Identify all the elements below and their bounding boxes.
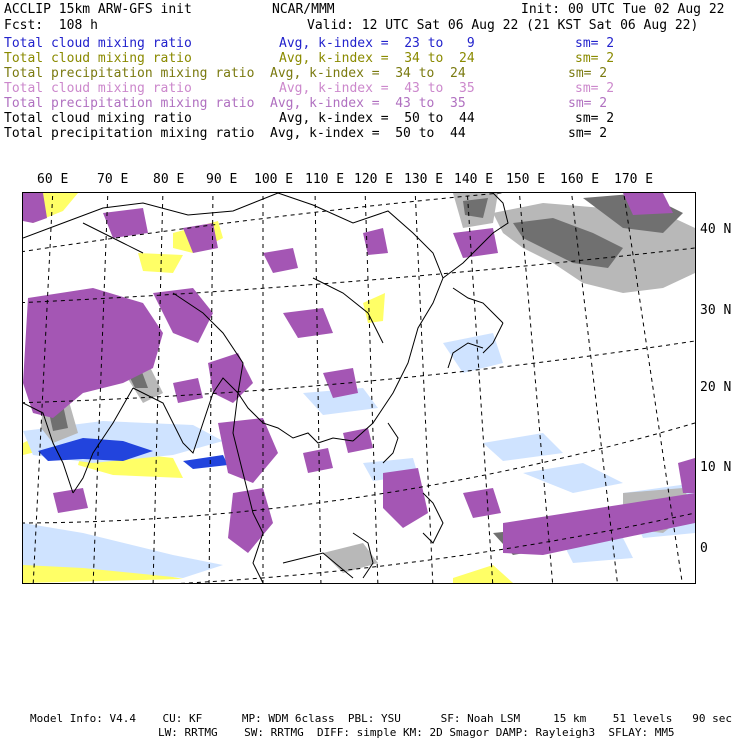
longitude-label: 170 E <box>614 172 654 187</box>
legend-entry-sm: sm= 2 <box>575 51 615 66</box>
legend-entry-stat: Avg, k-index = 34 to 24 <box>279 51 475 66</box>
longitude-label: 70 E <box>97 172 129 187</box>
longitude-label: 100 E <box>254 172 294 187</box>
longitude-label: 150 E <box>506 172 546 187</box>
legend-entry-name: Total cloud mixing ratio <box>4 51 192 66</box>
latitude-label: 40 N <box>700 222 732 237</box>
valid-time: Valid: 12 UTC Sat 06 Aug 22 (21 KST Sat 06 Aug 22) <box>307 18 699 33</box>
map-canvas <box>23 193 695 583</box>
init-time: Init: 00 UTC Tue 02 Aug 22 <box>521 2 725 17</box>
model-info-line1: Model Info: V4.4 CU: KF MP: WDM 6class PBL: YSU SF: Noah LSM 15 km 51 levels 90 sec <box>30 712 732 725</box>
organization: NCAR/MMM <box>272 2 335 17</box>
map-title: ACCLIP 15km ARW-GFS init <box>4 2 192 17</box>
legend-entry-sm: sm= 2 <box>568 66 608 81</box>
model-info-line2: LW: RRTMG SW: RRTMG DIFF: simple KM: 2D Smagor DAMP: Rayleigh3 SFLAY: MM5 <box>158 726 675 739</box>
longitude-label: 60 E <box>37 172 69 187</box>
legend-entry-sm: sm= 2 <box>568 96 608 111</box>
legend-entry-sm: sm= 2 <box>575 111 615 126</box>
legend-entry-sm: sm= 2 <box>575 81 615 96</box>
legend-entry-name: Total cloud mixing ratio <box>4 81 192 96</box>
latitude-label: 30 N <box>700 303 732 318</box>
legend-entry-stat: Avg, k-index = 50 to 44 <box>270 126 466 141</box>
latitude-label: 0 <box>700 541 708 556</box>
forecast-hour: Fcst: 108 h <box>4 18 98 33</box>
legend-entry-stat: Avg, k-index = 50 to 44 <box>279 111 475 126</box>
legend-entry-name: Total precipitation mixing ratio <box>4 96 255 111</box>
latitude-label: 10 N <box>700 460 732 475</box>
map-panel <box>22 192 696 584</box>
longitude-label: 160 E <box>560 172 600 187</box>
legend-entry-sm: sm= 2 <box>575 36 615 51</box>
longitude-label: 110 E <box>305 172 345 187</box>
longitude-label: 130 E <box>404 172 444 187</box>
legend-entry-name: Total cloud mixing ratio <box>4 111 192 126</box>
legend-entry-stat: Avg, k-index = 43 to 35 <box>279 81 475 96</box>
legend-entry-name: Total cloud mixing ratio <box>4 36 192 51</box>
legend-entry-name: Total precipitation mixing ratio <box>4 126 255 141</box>
legend-entry-stat: Avg, k-index = 43 to 35 <box>270 96 466 111</box>
legend-entry-name: Total precipitation mixing ratio <box>4 66 255 81</box>
longitude-label: 140 E <box>454 172 494 187</box>
latitude-label: 20 N <box>700 380 732 395</box>
longitude-label: 80 E <box>153 172 185 187</box>
legend-entry-stat: Avg, k-index = 23 to 9 <box>279 36 475 51</box>
legend-entry-stat: Avg, k-index = 34 to 24 <box>270 66 466 81</box>
legend-entry-sm: sm= 2 <box>568 126 608 141</box>
longitude-label: 120 E <box>354 172 394 187</box>
longitude-label: 90 E <box>206 172 238 187</box>
